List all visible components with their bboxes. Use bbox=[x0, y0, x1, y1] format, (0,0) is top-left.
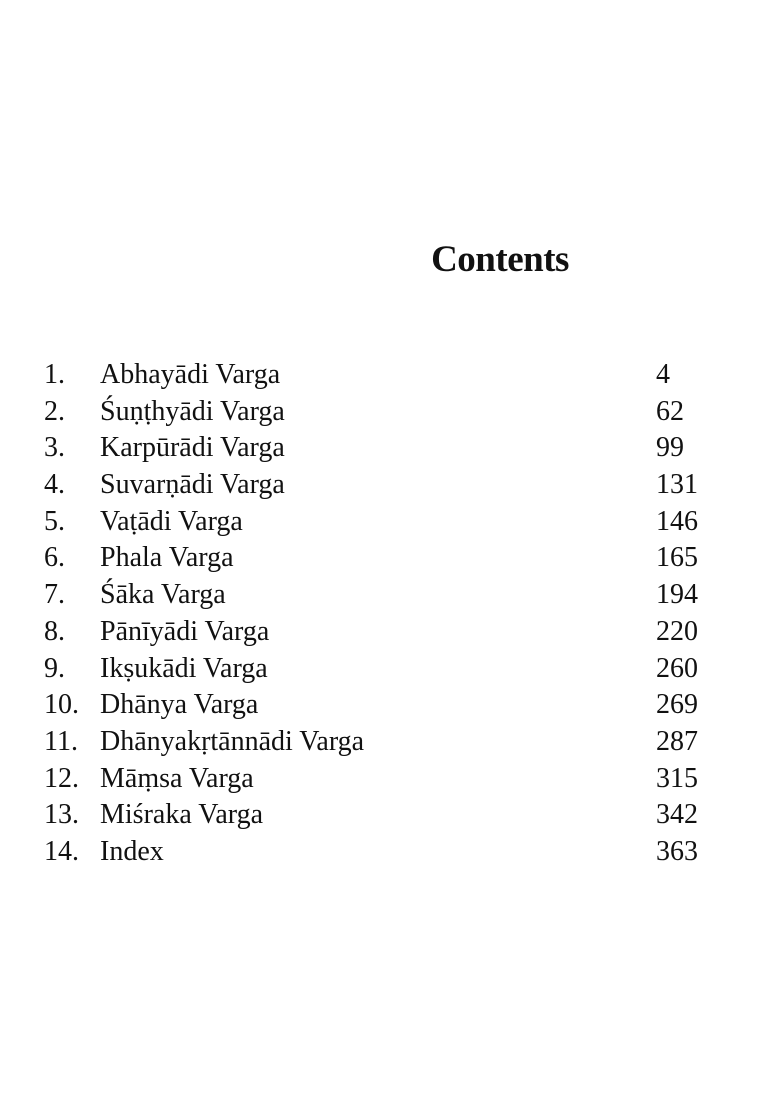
entry-title: Dhānya Varga bbox=[100, 689, 259, 721]
entry-number: 7. bbox=[44, 579, 65, 611]
entry-title: Miśraka Varga bbox=[100, 799, 264, 831]
entry-title: Karpūrādi Varga bbox=[100, 432, 285, 464]
entry-number: 6. bbox=[44, 542, 65, 574]
entry-number: 3. bbox=[44, 432, 65, 464]
table-of-contents bbox=[44, 357, 744, 871]
entry-number: 4. bbox=[44, 469, 65, 501]
entry-title: Ikṣukādi Varga bbox=[100, 652, 268, 684]
entry-title: Dhānyakṛtānnādi Varga bbox=[100, 725, 365, 757]
entry-page-number: 287 bbox=[656, 725, 698, 757]
entry-number: 9. bbox=[44, 652, 65, 684]
toc-entry bbox=[44, 430, 744, 467]
entry-title: Vaṭādi Varga bbox=[100, 505, 243, 537]
page-title: Contents bbox=[431, 239, 569, 280]
entry-number: 11. bbox=[44, 725, 78, 757]
entry-page-number: 146 bbox=[656, 505, 698, 537]
entry-number: 12. bbox=[44, 762, 79, 794]
entry-title: Māṃsa Varga bbox=[100, 762, 254, 794]
entry-page-number: 260 bbox=[656, 652, 698, 684]
toc-entry bbox=[44, 614, 744, 651]
entry-number: 13. bbox=[44, 799, 79, 831]
toc-entry bbox=[44, 467, 744, 504]
entry-page-number: 363 bbox=[656, 835, 698, 867]
entry-page-number: 165 bbox=[656, 542, 698, 574]
toc-entry bbox=[44, 540, 744, 577]
entry-number: 1. bbox=[44, 359, 65, 390]
entry-title: Śāka Varga bbox=[100, 579, 226, 611]
toc-entry bbox=[44, 651, 744, 688]
toc-entry bbox=[44, 797, 744, 834]
entry-number: 2. bbox=[44, 395, 65, 427]
entry-page-number: 194 bbox=[656, 579, 698, 611]
toc-entry bbox=[44, 687, 744, 724]
toc-entry bbox=[44, 834, 744, 871]
entry-page-number: 315 bbox=[656, 762, 698, 794]
entry-title: Suvarṇādi Varga bbox=[100, 469, 285, 501]
entry-title: Abhayādi Varga bbox=[100, 359, 281, 390]
toc-entry bbox=[44, 357, 744, 394]
entry-title: Pānīyādi Varga bbox=[100, 615, 270, 647]
entry-page-number: 62 bbox=[656, 395, 684, 427]
entry-page-number: 269 bbox=[656, 689, 698, 721]
entry-title: Phala Varga bbox=[100, 542, 234, 574]
entry-number: 5. bbox=[44, 505, 65, 537]
toc-entry bbox=[44, 504, 744, 541]
entry-number: 8. bbox=[44, 615, 65, 647]
toc-entry bbox=[44, 761, 744, 798]
entry-title: Śuṇṭhyādi Varga bbox=[100, 395, 285, 427]
entry-page-number: 4 bbox=[656, 359, 670, 390]
entry-title: Index bbox=[100, 835, 164, 867]
toc-entry bbox=[44, 577, 744, 614]
entry-page-number: 131 bbox=[656, 469, 698, 501]
toc-entry bbox=[44, 724, 744, 761]
toc-entry bbox=[44, 394, 744, 431]
entry-page-number: 99 bbox=[656, 432, 684, 464]
entry-number: 10. bbox=[44, 689, 79, 721]
entry-page-number: 342 bbox=[656, 799, 698, 831]
entry-number: 14. bbox=[44, 835, 79, 867]
entry-page-number: 220 bbox=[656, 615, 698, 647]
